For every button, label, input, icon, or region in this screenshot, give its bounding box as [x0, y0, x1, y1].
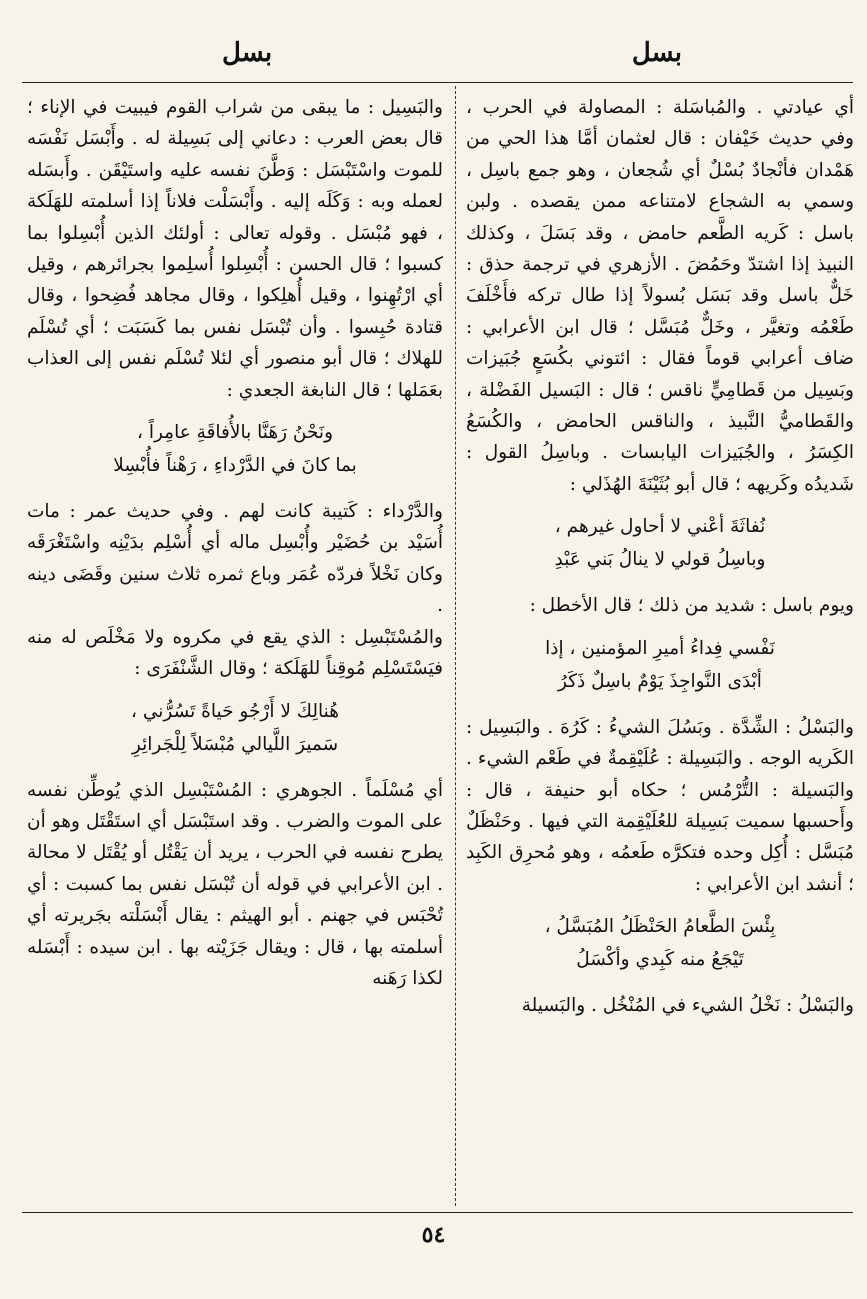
right-paragraph-2: ويوم باسل : شديد من ذلك ؛ قال الأخطل :	[529, 595, 854, 617]
poem-line: ونَحْنُ رَهَنَّا بالأُفاقَةِ عامِراً ،	[136, 422, 334, 444]
footer-rule	[22, 1212, 853, 1213]
poem-line: بما كانَ في الدَّرْداءِ ، رَهْناً فأُبْسِلا	[113, 455, 357, 477]
page-number: ٥٤	[421, 1222, 446, 1248]
right-paragraph-1: أي عيادتي . والمُباسَلة : المصاولة في الحرب ، وفي حديث خَيْفان : قال لعثمان أمَّا هذا الحي من هَمْدان فأنْجادٌ بُسْلٌ أي شُجعان ، وهو جمع باسِل ، وسمي به الشجاع لامتناعه ممن يقصده . ولبن باسل : كَريه الطَّعم حامض ، وقد بَسَلَ ، وكذلك النبيذ إذا اشتدّ وحَمُضَ . الأزهري في ترجمة حذق : خَلٌّ باسل وقد بَسَل بُسولاً إذا طال تركه فأَخْلَفَ طَعْمُه وتغيَّر ، وخَلٌّ مُبَسَّل ؛ قال ابن الأعرابي : ضاف أعرابي قوماً فقال : ائتوني بكُسَعٍ جُبَيزات وبَسِيل من قَطامِيٍّ ناقس ؛ قال : البَسيل الفَضْلة ، والقَطاميُّ النَّبيذ ، والناقس الحامض ، والكُسَعُ الكِسَرُ ، والجُبَيزات اليابسات . وباسِلُ القول : شَديدُه وكَريهه ؛ قال أبو بُثَيْنَةَ الهُذَلي :	[466, 97, 854, 495]
running-header-right: بسل	[631, 38, 682, 68]
left-column	[27, 92, 443, 994]
right-paragraph-4: والبَسْلُ : نَخْلُ الشيء في المُنْخُل . والبَسيلة	[521, 995, 854, 1017]
column-divider	[455, 86, 456, 1206]
poem-line: سَميرَ اللَّيالي مُبْسَلاً لِلْجَرائِرِ	[131, 733, 339, 755]
right-poem-3	[466, 910, 854, 976]
right-poem-1	[466, 510, 854, 576]
left-poem-1	[27, 416, 443, 482]
left-poem-2	[27, 695, 443, 761]
left-paragraph-4: أي مُسْلَماً . الجوهري : المُسْتَبْسِل الذي يُوطِّن نفسه على الموت والضرب . وقد استَبْسَل أي استَقْتَل وهو أن يطرح نفسه في الحرب ، يريد أن يَقْتُل أو يُقْتَل لا محالة . ابن الأعرابي في قوله أن تُبْسَل نفس بما كسبت : أي تُحْبَس في جهنم . أبو الهيثم : يقال أَبْسَلْته بجَريرته أي أسلمته بها ، قال : ويقال جَزَيْته بها . ابن سيده : أَبْسَله لكذا رَهَنه	[27, 779, 443, 989]
right-paragraph-3: والبَسْلُ : الشِّدَّة . وبَسُلَ الشيءُ : كَرُهَ . والبَسِيل : الكَريه الوجه . والبَسِيلة : عُلَيْقِمةٌ في طَعْم الشيء . والبَسيلة : التُّرْمُس ؛ حكاه أبو حنيفة ، قال : وأَحسبها سميت بَسِيلة للعُلَيْقِمة التي فيها . وحَنْظَلٌ مُبَسَّل : أُكِل وحده فتكرَّه طَعمُه ، وهو مُحرِق الكَبِد ؛ أنشد ابن الأعرابي :	[466, 716, 854, 895]
right-column	[466, 92, 854, 1022]
poem-line: أبْدَى النَّواجِذَ يَوْمٌ باسِلٌ ذَكَرُ	[558, 670, 762, 692]
poem-line: نَفْسي فِداءُ أميرِ المؤمنين ، إذا	[545, 637, 775, 659]
left-paragraph-1: والبَسِيل : ما يبقى من شراب القوم فيبيت في الإناء ؛ قال بعض العرب : دعاني إلى بَسِيلة له . وأَبْسَل نَفْسَه للموت واسْتَبْسَل : وَطَّنَ نفسه عليه واستَيْقَن . وأَبسَله لعمله وبه : وَكَلَه إليه . وأَبْسَلْت فلاناً إذا أسلمته للهَلَكة ، فهو مُبْسَل . وقوله تعالى : أولئك الذين أُبْسِلوا بما كسبوا ؛ قال الحسن : أُبْسِلوا أُسلِموا بجرائرهم ، وقيل أي ارْتُهِنوا ، وقيل أُهلِكوا ، وقال مجاهد فُضِحوا ، وقال قتادة حُبِسوا . وأن تُبْسَل نفس بما كَسَبَت ؛ أي تُسْلَم للهلاك ؛ قال أبو منصور أي لئلا تُسْلَم نفس إلى العذاب بعَمَلها ؛ قال النابغة الجعدي :	[27, 97, 443, 401]
left-paragraph-2: والدَّرْداء : كَتيبة كانت لهم . وفي حديث عمر : مات أُسَيْد بن حُضَيْر وأُبْسِل ماله أي أُسْلِم بدَيْنِه واسْتَغْرَقَه وكان نَخْلاً فردّه عُمَر وباع ثمره ثلاث سنين وقَضَى دينه .	[27, 501, 443, 617]
right-poem-2	[466, 632, 854, 698]
poem-line: نُفاثَةَ أعْني لا أحاول غيرهم ،	[554, 516, 766, 538]
header-rule	[22, 82, 853, 83]
running-header-left: بسل	[222, 38, 273, 68]
poem-line: هُنالِكَ لا أَرْجُو حَياةً تَسُرُّني ،	[131, 700, 339, 722]
poem-line: وباسِلُ قولي لا ينالُ بَني عَبْدِ	[554, 549, 766, 571]
left-paragraph-3: والمُسْتَبْسِل : الذي يقع في مكروه ولا مَخْلَص له منه فيَسْتَسْلِم مُوقِناً للهَلَكة ؛ وقال الشَّنْفَرَى :	[27, 626, 443, 680]
poem-line: تَيْجَعُ منه كَبِدي وأكْسَلُ	[576, 949, 744, 971]
poem-line: بِئْسَ الطَّعامُ الحَنْظَلُ المُبَسَّلُ ،	[544, 916, 776, 938]
